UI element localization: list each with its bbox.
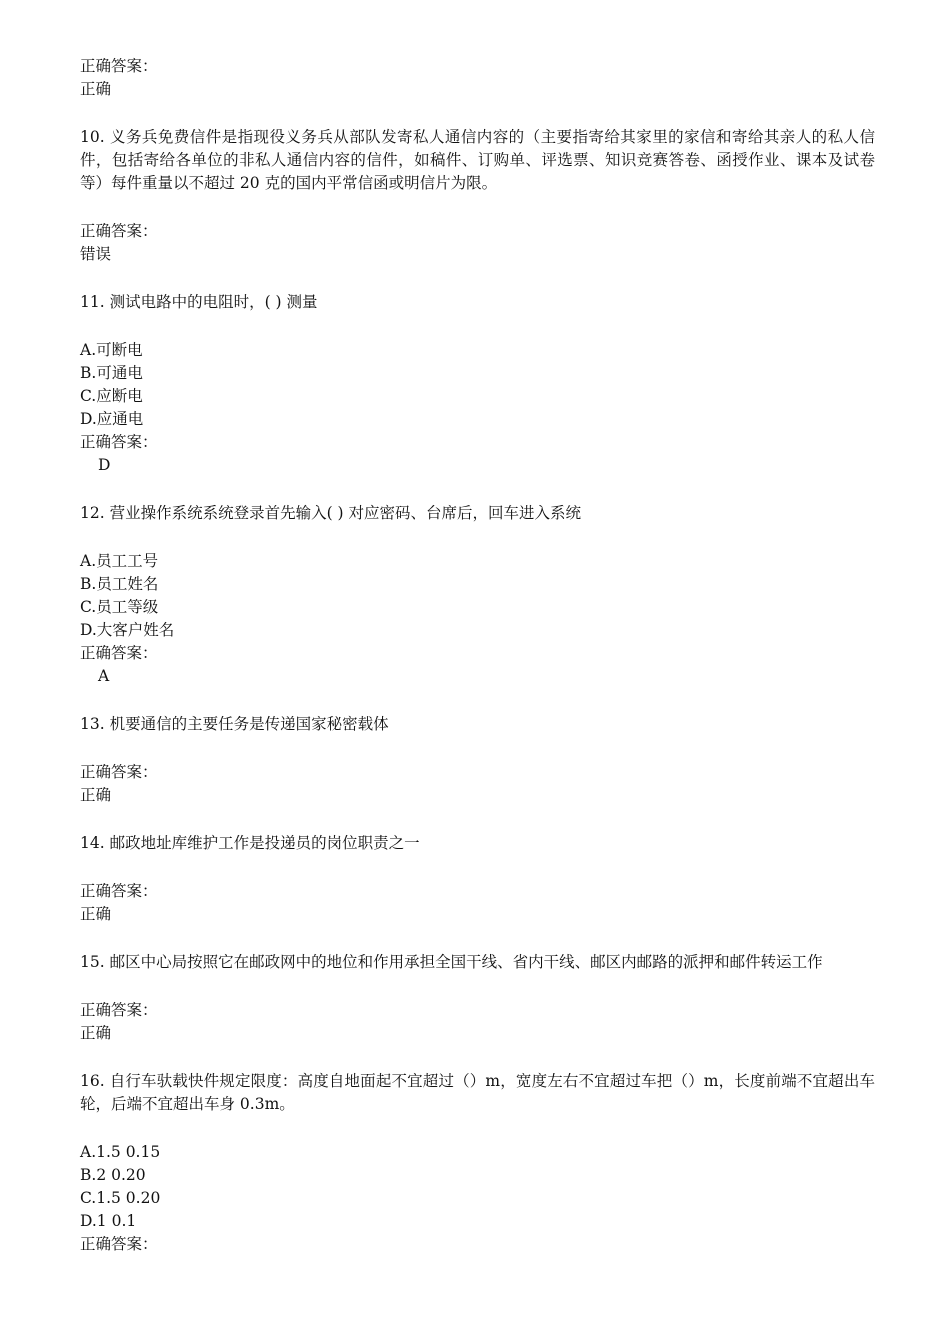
question-14: 14. 邮政地址库维护工作是投递员的岗位职责之一 [80,834,420,852]
option-b: B.可通电 [80,364,143,382]
answer-label: 正确答案： [80,433,158,451]
answer-value: 正确 [80,786,112,804]
question-16: 16. 自行车驮载快件规定限度：高度自地面起不宜超过（）m，宽度左右不宜超过车把（）m，长度前端不宜超出车轮，后端不宜超出车身 0.3m。 [80,1072,875,1113]
question-10: 10. 义务兵免费信件是指现役义务兵从部队发寄私人通信内容的（主要指寄给其家里的家信和寄给其亲人的私人信件，包括寄给各单位的非私人通信内容的信件，如稿件、订购单、评选票、知识竞赛答卷、函授作业、课本及试卷等）每件重量以不超过 20 克的国内平常信函或明信片为限。 [80,128,875,192]
answer-label: 正确答案： [80,644,158,662]
question-12: 12. 营业操作系统系统登录首先输入( ) 对应密码、台席后，回车进入系统 [80,504,582,522]
option-a: A.员工工号 [80,552,159,570]
option-b: B.员工姓名 [80,575,159,593]
question-15: 15. 邮区中心局按照它在邮政网中的地位和作用承担全国干线、省内干线、邮区内邮路的派押和邮件转运工作 [80,953,823,971]
document-page [80,55,875,1256]
option-a: A.1.5 0.15 [80,1143,161,1161]
option-c: C.应断电 [80,387,143,405]
option-a: A.可断电 [80,341,143,359]
answer-value: 错误 [80,245,112,263]
option-c: C.员工等级 [80,598,159,616]
answer-value: 正确 [80,1024,112,1042]
answer-label: 正确答案： [80,222,158,240]
answer-value: 正确 [80,905,112,923]
answer-label: 正确答案： [80,763,158,781]
option-d: D.大客户姓名 [80,621,175,639]
option-b: B.2 0.20 [80,1166,146,1184]
answer-value: 正确 [80,80,112,98]
option-c: C.1.5 0.20 [80,1189,161,1207]
answer-label: 正确答案： [80,57,158,75]
answer-label: 正确答案： [80,1001,158,1019]
answer-value: D [98,456,111,474]
option-d: D.应通电 [80,410,144,428]
question-13: 13. 机要通信的主要任务是传递国家秘密载体 [80,715,389,733]
option-d: D.1 0.1 [80,1212,137,1230]
answer-label: 正确答案： [80,1235,158,1253]
answer-value: A [98,667,110,685]
answer-label: 正确答案： [80,882,158,900]
question-11: 11. 测试电路中的电阻时，( ) 测量 [80,293,318,311]
